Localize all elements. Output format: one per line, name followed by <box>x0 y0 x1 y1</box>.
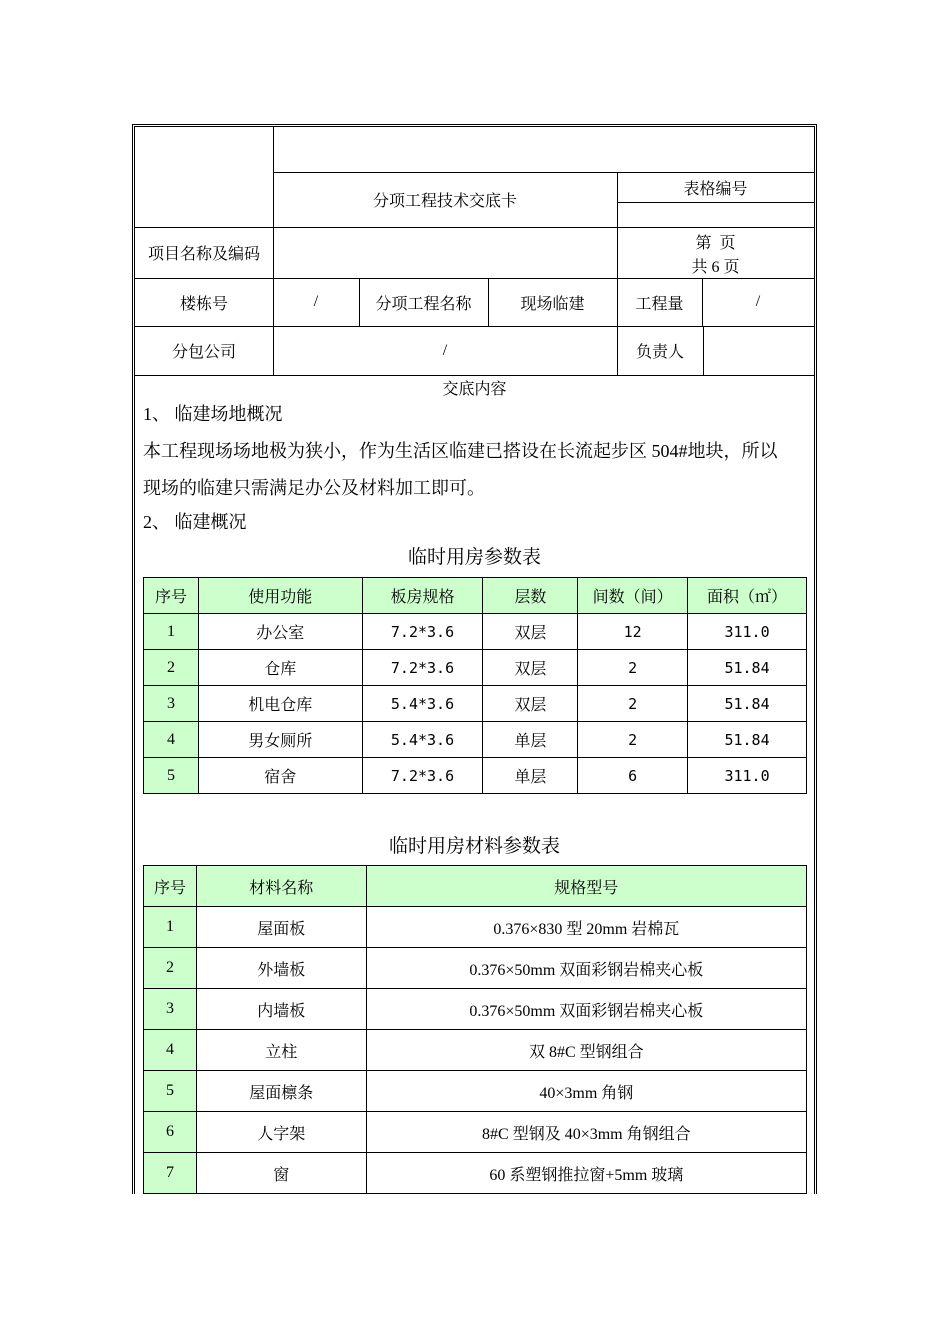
table-cell: 311.0 <box>688 614 807 650</box>
table-cell: 单层 <box>483 758 578 794</box>
table-row <box>144 989 807 1030</box>
table-cell: 60 系塑钢推拉窗+5mm 玻璃 <box>366 1153 806 1194</box>
project-label: 项目名称及编码 <box>147 246 260 263</box>
table-row <box>144 614 807 650</box>
table-cell: 单层 <box>483 722 578 758</box>
column-header: 规格型号 <box>366 866 806 907</box>
table-cell: 2 <box>578 650 688 686</box>
table-row <box>144 1030 807 1071</box>
table-cell: 51.84 <box>688 722 807 758</box>
table-cell: 3 <box>144 686 199 722</box>
column-header: 使用功能 <box>198 578 362 614</box>
building-label: 楼栋号 <box>179 295 228 313</box>
table-cell: 屋面板 <box>196 907 366 948</box>
table-cell: 2 <box>144 948 197 989</box>
materials-table <box>143 865 807 1194</box>
table-cell: 双 8#C 型钢组合 <box>366 1030 806 1071</box>
table-cell: 男女厕所 <box>198 722 362 758</box>
column-header: 间数（间） <box>578 578 688 614</box>
project-value <box>273 227 617 278</box>
table-cell: 办公室 <box>198 614 362 650</box>
table-cell: 机电仓库 <box>198 686 362 722</box>
table-row <box>144 1071 807 1112</box>
quantity-value: / <box>755 293 761 310</box>
column-header: 面积（㎡） <box>688 578 807 614</box>
subitem-value: 现场临建 <box>520 295 585 313</box>
table-row <box>144 948 807 989</box>
table-cell: 宿舍 <box>198 758 362 794</box>
table-cell: 51.84 <box>688 650 807 686</box>
table-cell: 人字架 <box>196 1112 366 1153</box>
materials-table-title: 临时用房材料参数表 <box>388 836 560 857</box>
responsible-label: 负责人 <box>635 344 684 361</box>
table-cell: 0.376×50mm 双面彩钢岩棉夹心板 <box>366 989 806 1030</box>
table-cell: 6 <box>144 1112 197 1153</box>
form-no-label: 表格编号 <box>683 180 748 198</box>
form-no-value <box>617 202 814 227</box>
table-cell: 7.2*3.6 <box>362 650 483 686</box>
table-cell: 6 <box>578 758 688 794</box>
subitem-label: 分项工程名称 <box>375 295 472 313</box>
table-row <box>144 907 807 948</box>
section1-title: 1、 临建场地概况 <box>143 404 283 424</box>
table-row <box>144 722 807 758</box>
page-number: 第 页 <box>695 234 736 252</box>
table-row <box>144 758 807 794</box>
table-cell: 1 <box>144 614 199 650</box>
table-cell: 3 <box>144 989 197 1030</box>
table-cell: 立柱 <box>196 1030 366 1071</box>
table-cell: 5.4*3.6 <box>362 686 483 722</box>
responsible-value <box>703 326 814 375</box>
column-header: 层数 <box>483 578 578 614</box>
table-cell: 4 <box>144 722 199 758</box>
table-cell: 双层 <box>483 614 578 650</box>
subcontractor-value: / <box>442 341 448 359</box>
table-row <box>144 1112 807 1153</box>
table-cell: 双层 <box>483 650 578 686</box>
table-cell: 40×3mm 角钢 <box>366 1071 806 1112</box>
table-cell: 外墙板 <box>196 948 366 989</box>
table-cell: 7.2*3.6 <box>362 614 483 650</box>
column-header: 序号 <box>144 866 197 907</box>
table-cell: 5 <box>144 1071 197 1112</box>
table-cell: 2 <box>578 686 688 722</box>
table-cell: 7.2*3.6 <box>362 758 483 794</box>
table-cell: 窗 <box>196 1153 366 1194</box>
section1-text-line2: 现场的临建只需满足办公及材料加工即可。 <box>143 478 485 498</box>
building-value: / <box>313 293 319 310</box>
section1-text-line1: 本工程现场场地极为狭小，作为生活区临建已搭设在长流起步区 504#地块，所以 <box>143 441 778 461</box>
table-cell: 5.4*3.6 <box>362 722 483 758</box>
table-cell: 2 <box>578 722 688 758</box>
subcontractor-label: 分包公司 <box>171 344 236 361</box>
table-row <box>144 650 807 686</box>
quantity-label: 工程量 <box>635 295 684 313</box>
table-cell: 双层 <box>483 686 578 722</box>
rooms-table-title: 临时用房参数表 <box>407 547 541 568</box>
column-header: 序号 <box>144 578 199 614</box>
table-cell: 内墙板 <box>196 989 366 1030</box>
table-row <box>144 1153 807 1194</box>
table-cell: 2 <box>144 650 199 686</box>
table-cell: 屋面檩条 <box>196 1071 366 1112</box>
table-cell: 51.84 <box>688 686 807 722</box>
content-heading: 交底内容 <box>442 380 507 398</box>
total-pages: 共 6 页 <box>691 258 740 276</box>
table-cell: 8#C 型钢及 40×3mm 角钢组合 <box>366 1112 806 1153</box>
table-cell: 仓库 <box>198 650 362 686</box>
card-title: 分项工程技术交底卡 <box>372 193 517 210</box>
table-cell: 12 <box>578 614 688 650</box>
table-cell: 4 <box>144 1030 197 1071</box>
table-cell: 311.0 <box>688 758 807 794</box>
column-header: 板房规格 <box>362 578 483 614</box>
table-cell: 7 <box>144 1153 197 1194</box>
table-cell: 0.376×830 型 20mm 岩棉瓦 <box>366 907 806 948</box>
rooms-table <box>143 577 807 794</box>
table-cell: 0.376×50mm 双面彩钢岩棉夹心板 <box>366 948 806 989</box>
section2-title: 2、 临建概况 <box>143 512 247 532</box>
column-header: 材料名称 <box>196 866 366 907</box>
table-cell: 1 <box>144 907 197 948</box>
table-cell: 5 <box>144 758 199 794</box>
table-row <box>144 686 807 722</box>
